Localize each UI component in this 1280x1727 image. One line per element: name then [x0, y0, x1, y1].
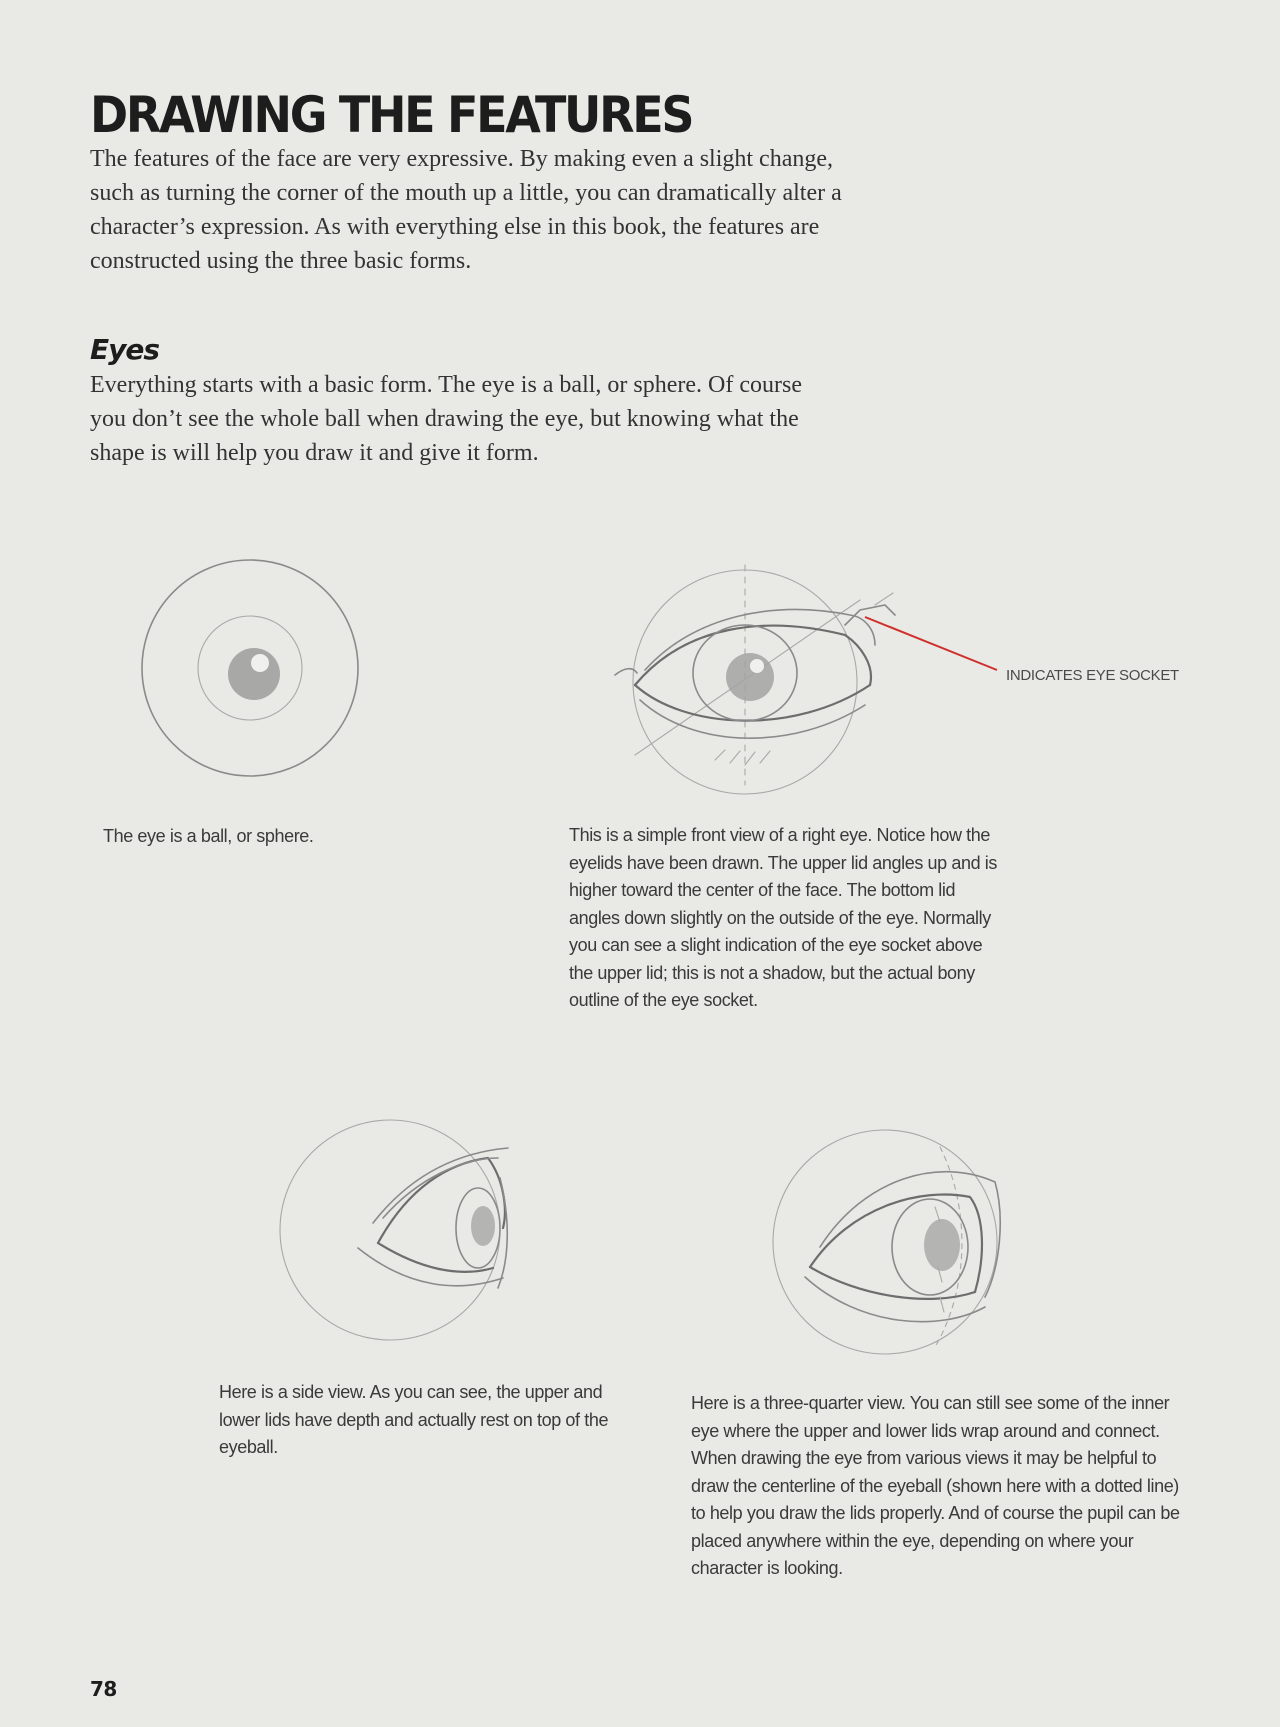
- page-title: DRAWING THE FEATURES: [90, 86, 693, 144]
- eye-socket-annotation: INDICATES EYE SOCKET: [1006, 667, 1179, 684]
- eye-three-quarter-view-drawing: [770, 1127, 1010, 1359]
- eye-sphere-drawing: [130, 550, 370, 790]
- page-number: 78: [90, 1677, 117, 1701]
- intro-paragraph: The features of the face are very expressive. By making even a slight change, such as turning the corner of the mouth up a little, you can dramatically alter a character’s expression. As with everything else in this book, the features are constructed using the three basic forms.: [90, 146, 842, 274]
- sphere-caption: The eye is a ball, or sphere.: [103, 826, 314, 846]
- eye-front-view-drawing: [575, 555, 1005, 795]
- eyes-paragraph: Everything starts with a basic form. The eye is a ball, or sphere. Of course you don’t see the whole ball when drawing the eye, but knowing what the shape is will help you draw it and give it form.: [90, 372, 803, 466]
- front-view-caption: This is a simple front view of a right eye. Notice how the eyelids have been drawn. The upper lid angles up and is higher toward the center of the face. The bottom lid angles down slightly on the outside of the eye. Normally you can see a slight indication of the eye socket above the upper lid; this is not a shadow, but the actual bony outline of the eye socket.: [569, 825, 997, 1010]
- section-heading-eyes: Eyes: [90, 333, 160, 366]
- three-quarter-view-caption: Here is a three-quarter view. You can still see some of the inner eye where the upper and lower lids wrap around and connect. When drawing the eye from various views it may be helpful to draw the centerline of the eyeball (shown here with a dotted line) to help you draw the lids properly. And of course the pupil can be placed anywhere within the eye, depending on where your character is looking.: [691, 1393, 1180, 1578]
- side-view-caption: Here is a side view. As you can see, the upper and lower lids have depth and actually rest on top of the eyeball.: [219, 1382, 609, 1457]
- eye-side-view-drawing: [278, 1118, 518, 1350]
